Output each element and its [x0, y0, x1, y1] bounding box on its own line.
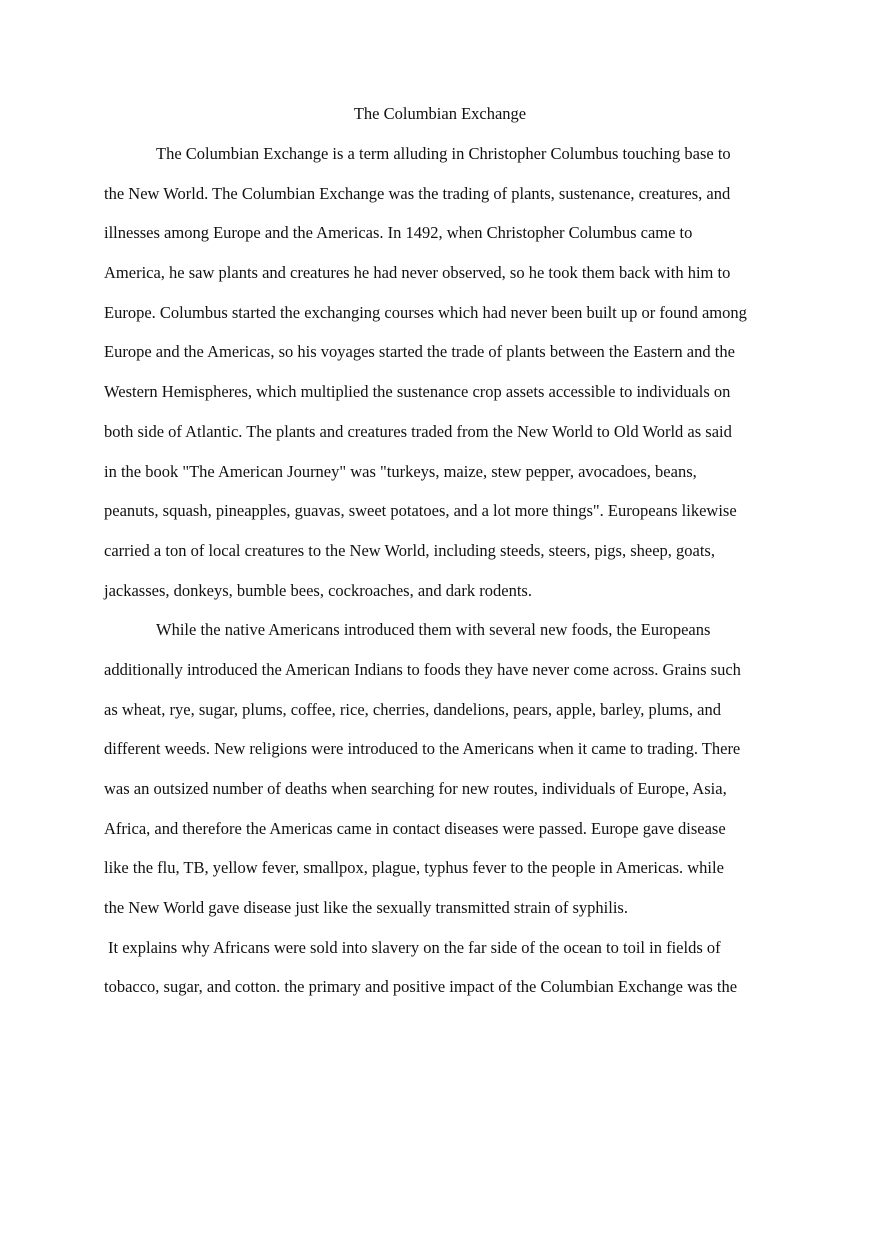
- paragraph-1-line-7: Western Hemispheres, which multiplied the sustenance crop assets accessible to individuals on: [104, 382, 731, 402]
- document-body: [104, 142, 794, 1015]
- paragraph-2-line-5: was an outsized number of deaths when searching for new routes, individuals of Europe, Asia,: [104, 779, 727, 798]
- paragraph-1-line-11: carried a ton of local creatures to the New World, including steeds, steers, pigs, sheep, goats,: [104, 540, 715, 560]
- paragraph-2-line-6: Africa, and therefore the Americas came in contact diseases were passed. Europe gave disease: [104, 818, 726, 838]
- paragraph-2-line-8: the New World gave disease just like the sexually transmitted strain of syphilis.: [104, 898, 628, 918]
- document-title: The Columbian Exchange: [353, 104, 527, 123]
- paragraph-1-line-12: jackasses, donkeys, bumble bees, cockroaches, and dark rodents.: [104, 580, 532, 600]
- paragraph-1-line-10: peanuts, squash, pineapples, guavas, sweet potatoes, and a lot more things". Europeans likewise: [104, 501, 737, 521]
- paragraph-1-line-9: in the book "The American Journey" was "turkeys, maize, stew pepper, avocadoes, beans,: [104, 461, 697, 481]
- paragraph-3-line-1: It explains why Africans were sold into slavery on the far side of the ocean to toil in fields of: [108, 937, 721, 957]
- paragraph-2-line-1: While the native Americans introduced them with several new foods, the Europeans: [156, 620, 711, 640]
- paragraph-1-line-8: both side of Atlantic. The plants and creatures traded from the New World to Old World as said: [104, 421, 732, 441]
- paragraph-1-line-2: the New World. The Columbian Exchange was the trading of plants, sustenance, creatures, and: [104, 183, 731, 203]
- paragraph-1-line-3: illnesses among Europe and the Americas. In 1492, when Christopher Columbus came to: [104, 223, 693, 243]
- paragraph-3-line-2: tobacco, sugar, and cotton. the primary and positive impact of the Columbian Exchange was the: [104, 977, 738, 997]
- paragraph-1-line-4: America, he saw plants and creatures he had never observed, so he took them back with him to: [104, 263, 731, 283]
- paragraph-2-line-7: like the flu, TB, yellow fever, smallpox, plague, typhus fever to the people in Americas. while: [104, 858, 724, 878]
- paragraph-2-line-4: different weeds. New religions were introduced to the Americans when it came to trading. There: [104, 739, 741, 759]
- paragraph-1-line-6: Europe and the Americas, so his voyages started the trade of plants between the Eastern and the: [104, 342, 735, 362]
- paragraph-2-line-3: as wheat, rye, sugar, plums, coffee, rice, cherries, dandelions, pears, apple, barley, plums, and: [104, 699, 721, 719]
- paragraph-1-line-1: The Columbian Exchange is a term alluding in Christopher Columbus touching base to: [156, 144, 731, 163]
- paragraph-2-line-2: additionally introduced the American Indians to foods they have never come across. Grains such: [104, 659, 741, 679]
- paragraph-1-line-5: Europe. Columbus started the exchanging courses which had never been built up or found among: [104, 302, 747, 322]
